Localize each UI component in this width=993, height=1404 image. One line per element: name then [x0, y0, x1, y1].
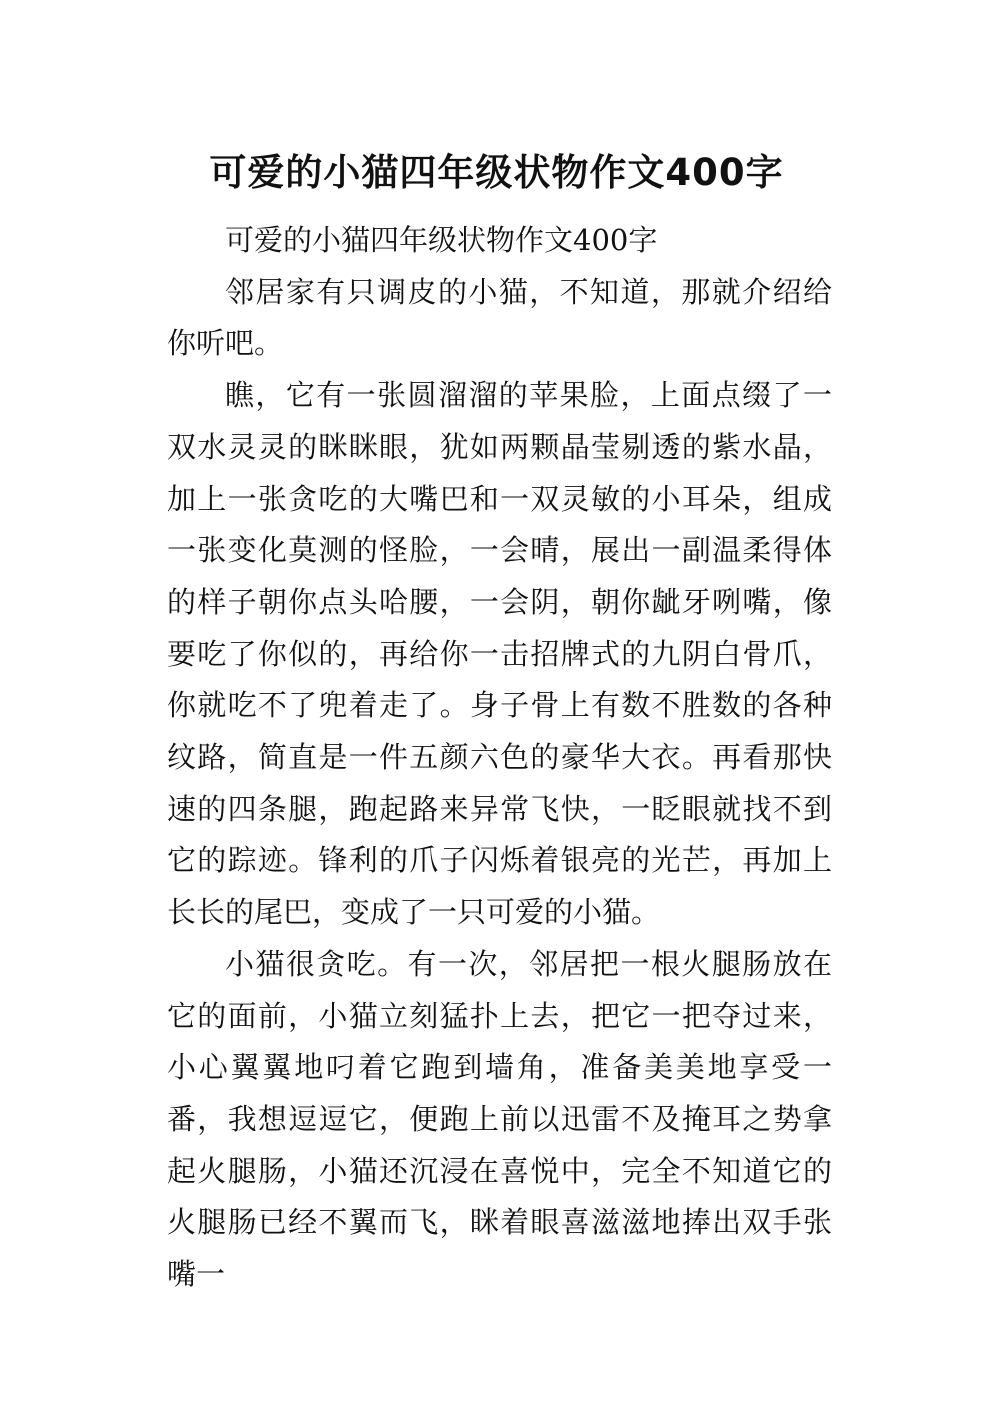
paragraph-subtitle: 可爱的小猫四年级状物作文400字 [225, 223, 658, 257]
paragraph-greedy: 小猫很贪吃。有一次，邻居把一根火腿肠放在它的面前，小猫立刻猛扑上去，把它一把夺过来，小心翼翼地叼着它跑到墙角，准备美美地享受一番，我想逗逗它，便跑上前以迅雷不及掩耳之势拿起火腿肠，小猫还沉浸在喜悦中，完全不知道它的火腿肠已经不翼而飞，眯着眼喜滋滋地捧出双手张嘴一 [167, 946, 832, 1292]
document-body [167, 215, 832, 1301]
document-title: 可爱的小猫四年级状物作文400字 [209, 150, 784, 194]
paragraph-appearance: 瞧，它有一张圆溜溜的苹果脸，上面点缀了一双水灵灵的眯眯眼，犹如两颗晶莹剔透的紫水晶，加上一张贪吃的大嘴巴和一双灵敏的小耳朵，组成一张变化莫测的怪脸，一会晴，展出一副温柔得体的样子朝你点头哈腰，一会阴，朝你龇牙咧嘴，像要吃了你似的，再给你一击招牌式的九阴白骨爪，你就吃不了兜着走了。身子骨上有数不胜数的各种纹路，简直是一件五颜六色的豪华大衣。再看那快速的四条腿，跑起路来异常飞快，一眨眼就找不到它的踪迹。锋利的爪子闪烁着银亮的光芒，再加上长长的尾巴，变成了一只可爱的小猫。 [167, 378, 832, 930]
paragraph-intro: 邻居家有只调皮的小猫，不知道，那就介绍给你听吧。 [167, 274, 832, 361]
